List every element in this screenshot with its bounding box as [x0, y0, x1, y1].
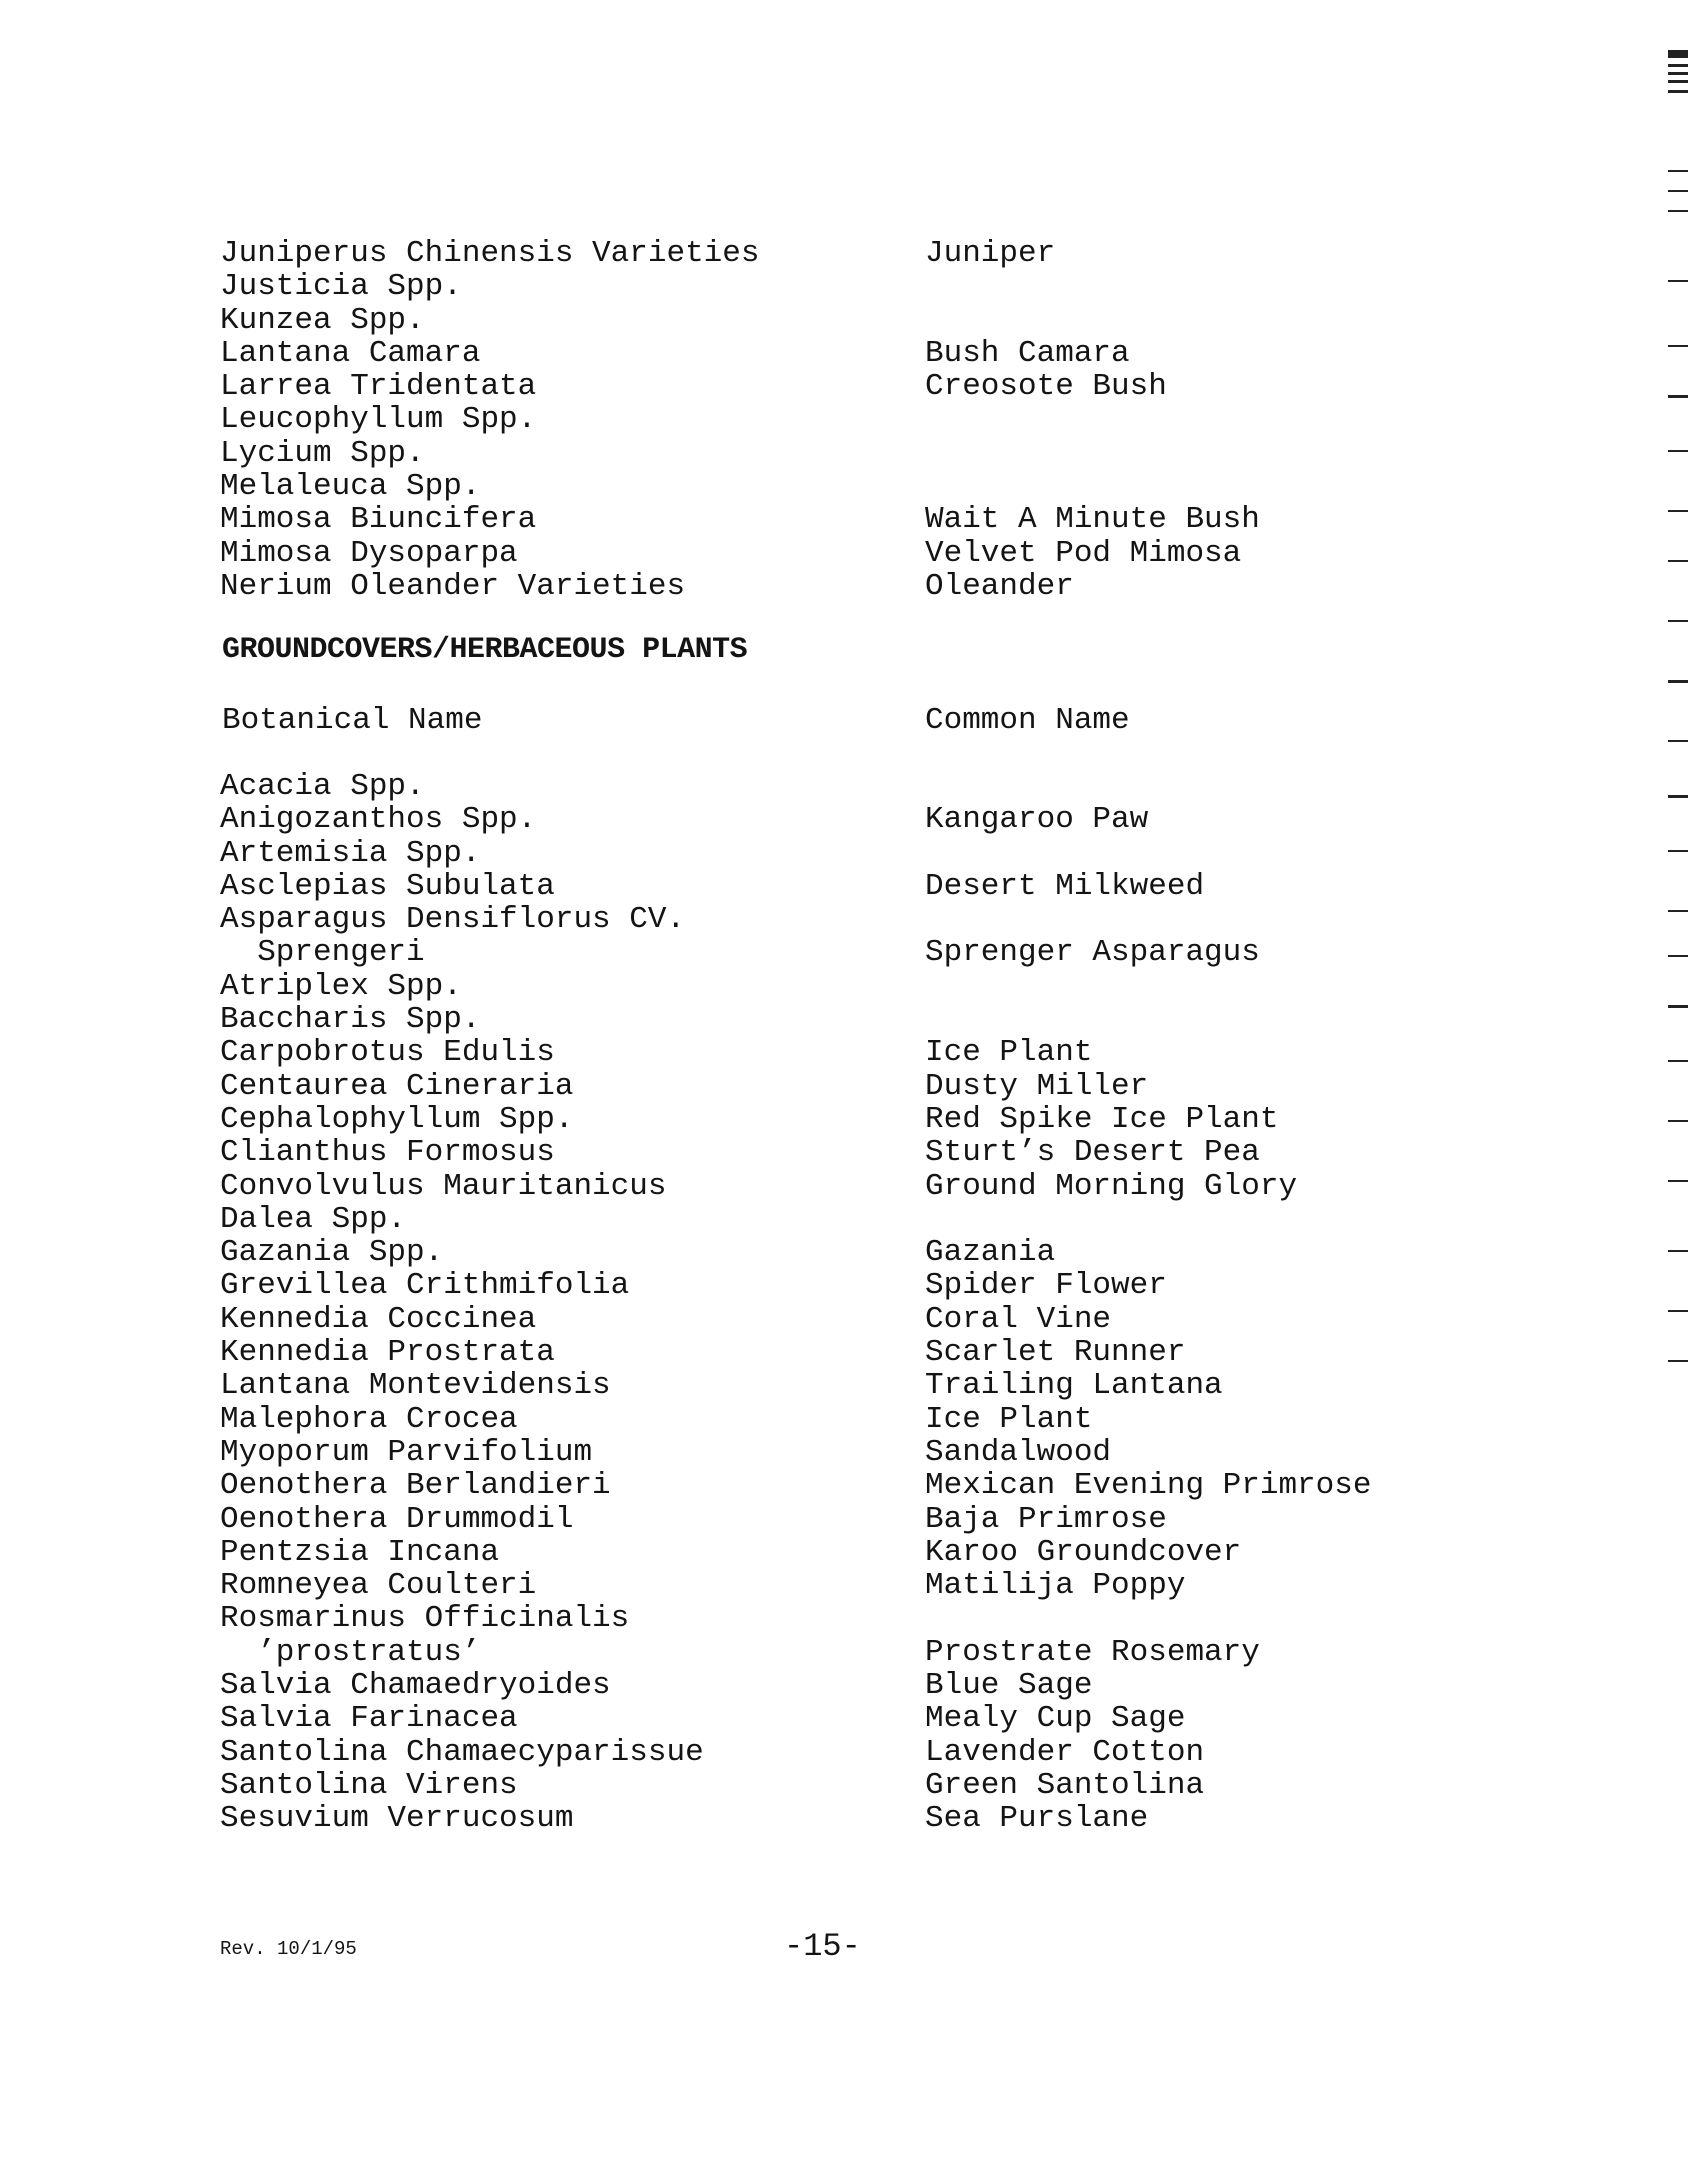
common-name: Blue Sage — [925, 1668, 1093, 1704]
plant-row — [220, 1303, 1420, 1336]
scan-edge-marks — [1660, 50, 1690, 1450]
common-name: Trailing Lantana — [925, 1368, 1223, 1404]
plant-row — [220, 1269, 1420, 1302]
botanical-name: Artemisia Spp. — [220, 835, 481, 871]
botanical-name: Convolvulus Mauritanicus — [220, 1168, 667, 1204]
botanical-name: Pentzsia Incana — [220, 1534, 500, 1570]
botanical-name: Mimosa Biuncifera — [220, 502, 537, 538]
page-number: -15- — [784, 1928, 861, 1965]
botanical-name: Oenothera Drummodil — [220, 1501, 574, 1537]
common-name: Mexican Evening Primrose — [925, 1468, 1372, 1504]
plant-row — [220, 1236, 1420, 1269]
plant-row — [220, 837, 1420, 870]
botanical-name: Baccharis Spp. — [220, 1002, 481, 1038]
botanical-name: Juniperus Chinensis Varieties — [220, 236, 760, 271]
plant-row — [220, 337, 1420, 370]
plant-row — [220, 870, 1420, 903]
plant-row — [220, 1636, 1420, 1669]
botanical-name: Salvia Chamaedryoides — [220, 1668, 611, 1704]
botanical-name: Anigozanthos Spp. — [220, 802, 537, 838]
botanical-name: Leucophyllum Spp. — [220, 402, 537, 438]
plant-row — [220, 1602, 1420, 1635]
plant-row — [220, 1136, 1420, 1169]
section-heading: GROUNDCOVERS/HERBACEOUS PLANTS — [222, 633, 748, 667]
plant-row — [220, 1736, 1420, 1769]
plant-row — [220, 1203, 1420, 1236]
common-name: Sturt’s Desert Pea — [925, 1135, 1260, 1171]
plant-row — [220, 403, 1420, 436]
botanical-name: Oenothera Berlandieri — [220, 1468, 611, 1504]
common-name: Sandalwood — [925, 1434, 1112, 1470]
plant-row — [220, 270, 1420, 303]
plant-row — [220, 1669, 1420, 1702]
common-name: Ice Plant — [925, 1035, 1093, 1071]
plant-row — [220, 936, 1420, 969]
plant-row — [220, 1336, 1420, 1369]
common-name: Wait A Minute Bush — [925, 502, 1260, 538]
plant-row — [220, 1036, 1420, 1069]
plant-row — [220, 237, 1420, 270]
botanical-name: Salvia Farinacea — [220, 1701, 518, 1737]
plant-row — [220, 1103, 1420, 1136]
botanical-name: Asclepias Subulata — [220, 868, 555, 904]
botanical-name: Lantana Montevidensis — [220, 1368, 611, 1404]
botanical-name: Kennedia Coccinea — [220, 1301, 537, 1337]
plant-row — [220, 1769, 1420, 1802]
common-name: Baja Primrose — [925, 1501, 1167, 1537]
common-name: Spider Flower — [925, 1268, 1167, 1304]
common-name: Mealy Cup Sage — [925, 1701, 1186, 1737]
plant-row — [220, 770, 1420, 803]
plant-row — [220, 470, 1420, 503]
plant-row — [220, 1569, 1420, 1602]
common-name: Lavender Cotton — [925, 1734, 1205, 1770]
plant-row — [220, 903, 1420, 936]
column-header-botanical: Botanical Name — [222, 703, 483, 738]
plant-row — [220, 1702, 1420, 1735]
plant-row — [220, 1802, 1420, 1835]
common-name: Red Spike Ice Plant — [925, 1101, 1279, 1137]
plant-row — [220, 1503, 1420, 1536]
common-name: Dusty Miller — [925, 1068, 1149, 1104]
plant-row — [220, 537, 1420, 570]
botanical-name: Larrea Tridentata — [220, 369, 537, 405]
plant-row — [220, 1469, 1420, 1502]
common-name: Ground Morning Glory — [925, 1168, 1298, 1204]
botanical-name: Justicia Spp. — [220, 269, 462, 305]
botanical-name: Lycium Spp. — [220, 435, 425, 471]
botanical-name: Gazania Spp. — [220, 1235, 444, 1271]
botanical-name: Clianthus Formosus — [220, 1135, 555, 1171]
common-name: Kangaroo Paw — [925, 802, 1149, 838]
botanical-name: Acacia Spp. — [220, 769, 425, 804]
common-name: Velvet Pod Mimosa — [925, 535, 1242, 571]
common-name: Ice Plant — [925, 1401, 1093, 1437]
common-name: Sprenger Asparagus — [925, 935, 1260, 971]
botanical-name: Dalea Spp. — [220, 1201, 407, 1237]
common-name: Gazania — [925, 1235, 1056, 1271]
botanical-name: Kunzea Spp. — [220, 302, 425, 338]
column-header-common: Common Name — [925, 703, 1130, 738]
botanical-name: Malephora Crocea — [220, 1401, 518, 1437]
common-name: Juniper — [925, 236, 1056, 271]
botanical-name: Myoporum Parvifolium — [220, 1434, 593, 1470]
plant-row — [220, 1403, 1420, 1436]
common-name: Prostrate Rosemary — [925, 1634, 1260, 1670]
plant-row — [220, 1436, 1420, 1469]
botanical-name: Rosmarinus Officinalis — [220, 1601, 630, 1637]
groundcover-list — [220, 770, 1420, 1836]
common-name: Creosote Bush — [925, 369, 1167, 405]
plant-row — [220, 1536, 1420, 1569]
botanical-name: Melaleuca Spp. — [220, 469, 481, 505]
common-name: Karoo Groundcover — [925, 1534, 1242, 1570]
revision-date: Rev. 10/1/95 — [220, 1938, 357, 1960]
botanical-name: Mimosa Dysoparpa — [220, 535, 518, 571]
plant-row — [220, 1170, 1420, 1203]
common-name: Oleander — [925, 568, 1074, 604]
shrub-list-continued — [220, 237, 1420, 603]
plant-row — [220, 570, 1420, 603]
botanical-name: Sesuvium Verrucosum — [220, 1801, 574, 1837]
botanical-name: ’prostratus’ — [220, 1634, 481, 1670]
botanical-name: Sprengeri — [220, 935, 425, 971]
botanical-name: Santolina Chamaecyparissue — [220, 1734, 704, 1770]
common-name: Green Santolina — [925, 1767, 1205, 1803]
botanical-name: Romneyea Coulteri — [220, 1568, 537, 1604]
botanical-name: Lantana Camara — [220, 335, 481, 371]
plant-row — [220, 503, 1420, 536]
plant-row — [220, 1003, 1420, 1036]
botanical-name: Cephalophyllum Spp. — [220, 1101, 574, 1137]
plant-row — [220, 304, 1420, 337]
common-name: Bush Camara — [925, 335, 1130, 371]
plant-row — [220, 1070, 1420, 1103]
botanical-name: Centaurea Cineraria — [220, 1068, 574, 1104]
botanical-name: Kennedia Prostrata — [220, 1335, 555, 1371]
plant-row — [220, 1369, 1420, 1402]
plant-row — [220, 803, 1420, 836]
botanical-name: Carpobrotus Edulis — [220, 1035, 555, 1071]
plant-row — [220, 970, 1420, 1003]
plant-row — [220, 370, 1420, 403]
botanical-name: Atriplex Spp. — [220, 968, 462, 1004]
common-name: Desert Milkweed — [925, 868, 1205, 904]
botanical-name: Asparagus Densiflorus CV. — [220, 902, 686, 938]
common-name: Sea Purslane — [925, 1801, 1149, 1837]
botanical-name: Santolina Virens — [220, 1767, 518, 1803]
common-name: Coral Vine — [925, 1301, 1112, 1337]
common-name: Scarlet Runner — [925, 1335, 1186, 1371]
plant-row — [220, 437, 1420, 470]
common-name: Matilija Poppy — [925, 1568, 1186, 1604]
botanical-name: Nerium Oleander Varieties — [220, 568, 686, 604]
botanical-name: Grevillea Crithmifolia — [220, 1268, 630, 1304]
